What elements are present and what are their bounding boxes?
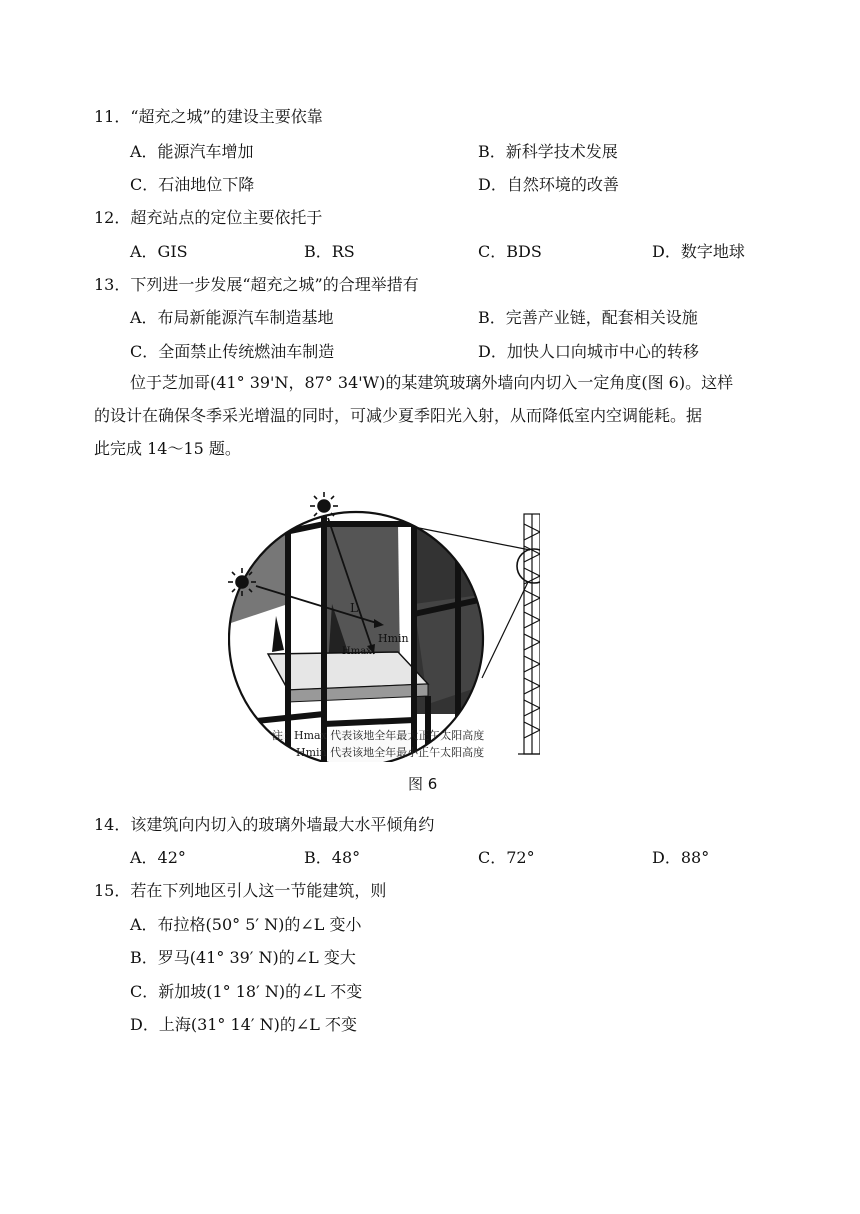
question-12-option-d: D．数字地球: [652, 242, 745, 261]
figure-note-2: Hmin 代表该地全年最小正午太阳高度: [296, 746, 485, 759]
question-13-option-b: B．完善产业链，配套相关设施: [478, 308, 698, 327]
intro-paragraph: [94, 366, 774, 465]
question-13-option-c: C．全面禁止传统燃油车制造: [130, 342, 335, 361]
figure-caption: 图 6: [408, 775, 438, 793]
label-hmax: Hmax: [342, 646, 372, 657]
figure-6-diagram: [228, 484, 540, 762]
sun-low: [228, 568, 256, 596]
question-12-option-a: A．GIS: [130, 242, 188, 261]
question-12-option-b: B．RS: [304, 242, 355, 261]
question-11-stem: 11．“超充之城”的建设主要依靠: [94, 107, 323, 126]
question-15-option-c: C．新加坡(1° 18′ N)的∠L 不变: [130, 982, 363, 1001]
question-15-stem: 15．若在下列地区引人这一节能建筑，则: [94, 881, 387, 900]
question-11-option-c: C．石油地位下降: [130, 175, 255, 194]
question-13-option-a: A．布局新能源汽车制造基地: [130, 308, 334, 327]
question-12-option-c: C．BDS: [478, 242, 542, 261]
question-14-option-b: B．48°: [304, 848, 361, 867]
question-11-option-d: D．自然环境的改善: [478, 175, 619, 194]
figure-note-1: 注：Hmax 代表该地全年最大正午太阳高度: [272, 729, 485, 742]
question-14-stem: 14．该建筑向内切入的玻璃外墙最大水平倾角约: [94, 815, 435, 834]
question-14-option-d: D．88°: [652, 848, 710, 867]
label-l: L: [350, 601, 358, 615]
question-12-stem: 12．超充站点的定位主要依托于: [94, 208, 323, 227]
question-11-option-a: A．能源汽车增加: [130, 142, 254, 161]
intro-line-3: 此完成 14～15 题。: [94, 439, 241, 458]
question-14-option-a: A．42°: [130, 848, 186, 867]
facade-notches: [518, 524, 540, 754]
sun-high: [310, 492, 338, 520]
question-15-option-d: D．上海(31° 14′ N)的∠L 不变: [130, 1015, 357, 1034]
intro-line-2: 的设计在确保冬季采光增温的同时，可减少夏季阳光入射，从而降低室内空调能耗。据: [94, 406, 703, 425]
question-15-option-a: A．布拉格(50° 5′ N)的∠L 变小: [130, 915, 362, 934]
question-11-option-b: B．新科学技术发展: [478, 142, 618, 161]
magnified-detail: [228, 484, 540, 762]
question-13-option-d: D．加快人口向城市中心的转移: [478, 342, 699, 361]
label-hmin: Hmin: [378, 632, 409, 645]
intro-line-1: 位于芝加哥(41° 39'N，87° 34'W)的某建筑玻璃外墙向内切入一定角度(图 6)。这样: [130, 373, 734, 392]
question-15-option-b: B．罗马(41° 39′ N)的∠L 变大: [130, 948, 356, 967]
question-14-option-c: C．72°: [478, 848, 535, 867]
question-13-stem: 13．下列进一步发展“超充之城”的合理举措有: [94, 275, 419, 294]
zoom-line-bottom: [482, 582, 528, 678]
